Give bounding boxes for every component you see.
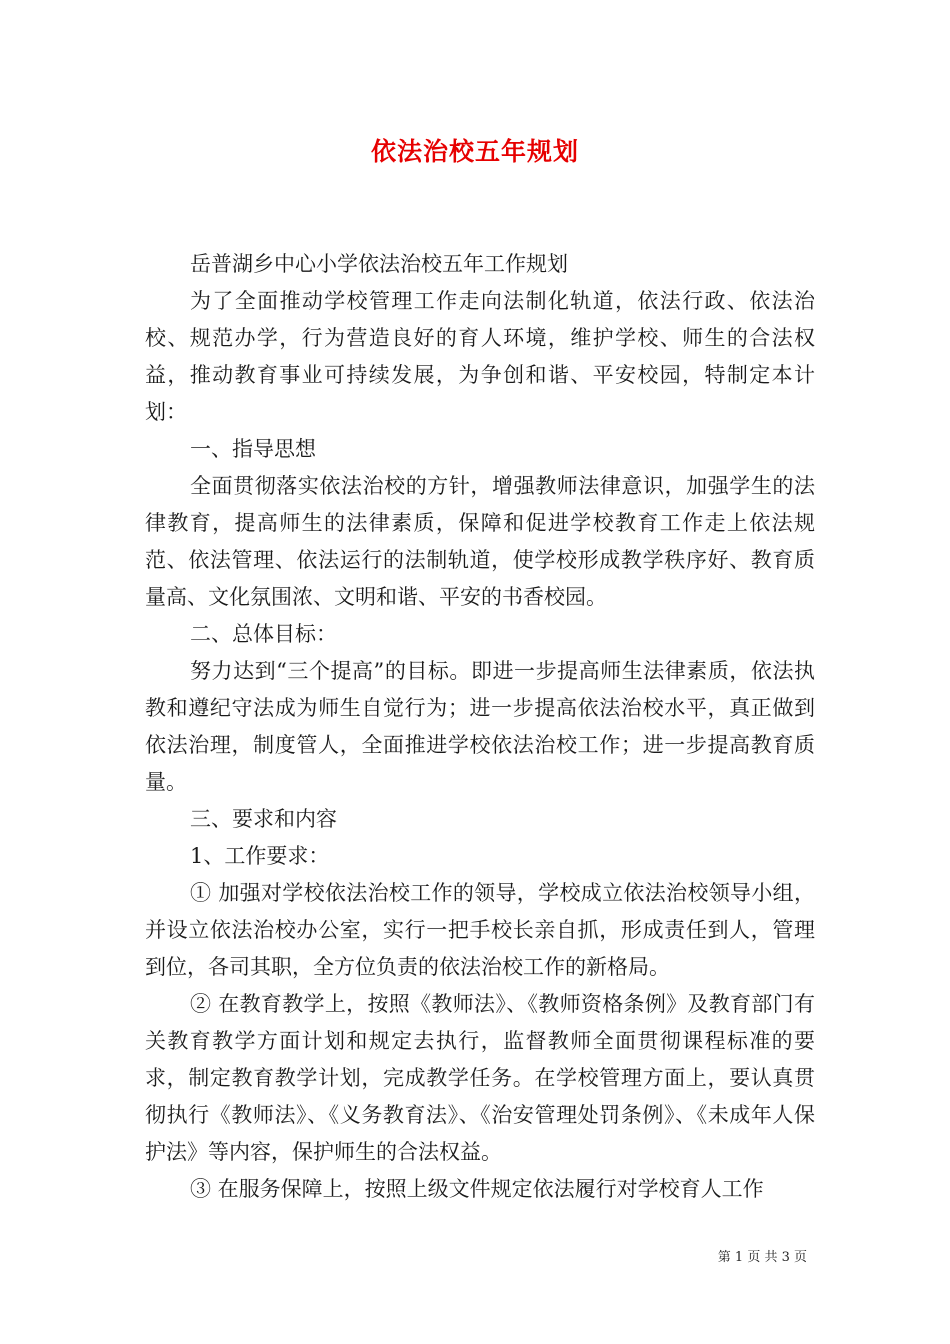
page-title: 依法治校五年规划 (370, 137, 579, 166)
paragraph-subtitle: 岳普湖乡中心小学依法治校五年工作规划 (190, 252, 568, 276)
list-item-3: ③ 在服务保障上，按照上级文件规定依法履行对学校育人工作 (190, 1177, 764, 1201)
paragraph-overall-goal: 努力达到“三个提高”的目标。即进一步提高师生法律素质，依法执教和遵纪守法成为师生自觉行为；进一步提高依法治校水平，真正做到依法治理，制度管人，全面推进学校依法治校工作；进一步提高教育质量。 (145, 659, 815, 794)
list-item-1: ① 加强对学校依法治校工作的领导，学校成立依法治校领导小组，并设立依法治校办公室，实行一把手校长亲自抓，形成责任到人，管理到位，各司其职，全方位负责的依法治校工作的新格局。 (145, 881, 815, 979)
paragraph-guiding-thought: 全面贯彻落实依法治校的方针，增强教师法律意识，加强学生的法律教育，提高师生的法律素质，保障和促进学校教育工作走上依法规范、依法管理、依法运行的法制轨道，使学校形成教学秩序好、教育质量高、文化氛围浓、文明和谐、平安的书香校园。 (145, 474, 815, 609)
subsection-heading-work-requirements: 1、工作要求： (190, 844, 330, 868)
section-heading-requirements: 三、要求和内容 (190, 807, 337, 831)
paragraph-intro: 为了全面推动学校管理工作走向法制化轨道，依法行政、依法治校、规范办学，行为营造良好的育人环境，维护学校、师生的合法权益，推动教育事业可持续发展，为争创和谐、平安校园，特制定本计划： (145, 289, 815, 424)
section-heading-overall-goal: 二、总体目标： (190, 622, 337, 646)
list-item-2: ② 在教育教学上，按照《教师法》、《教师资格条例》及教育部门有关教育教学方面计划和规定去执行，监督教师全面贯彻课程标准的要求，制定教育教学计划，完成教学任务。在学校管理方面上，要认真贯彻执行《教师法》、《义务教育法》、《治安管理处罚条例》、《未成年人保护法》等内容，保护师生的合法权益。 (145, 992, 815, 1164)
section-heading-guiding-thought: 一、指导思想 (190, 437, 316, 461)
document-body (145, 246, 815, 1208)
page-indicator: 第 1 页 共 3 页 (717, 1250, 807, 1265)
